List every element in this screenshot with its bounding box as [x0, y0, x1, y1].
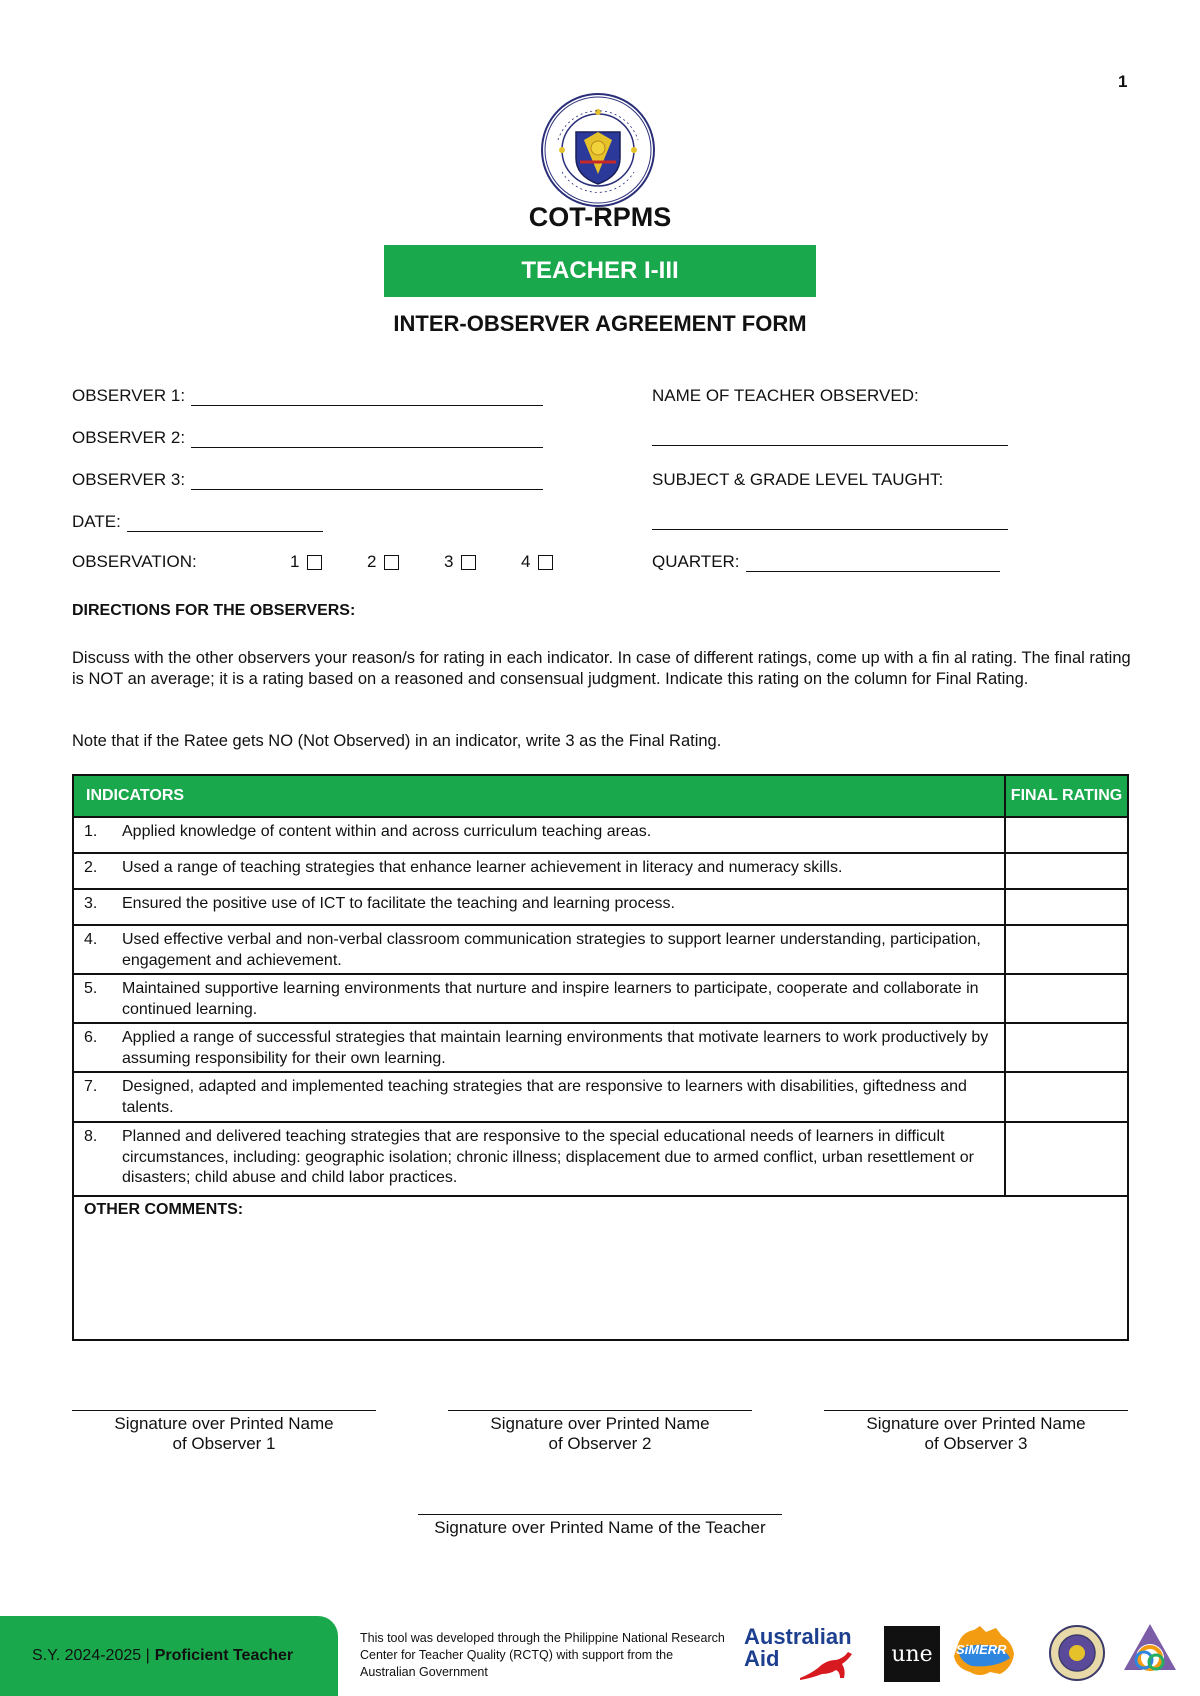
quarter-input-line[interactable]	[746, 554, 1000, 572]
directions-title: DIRECTIONS FOR THE OBSERVERS:	[72, 602, 356, 619]
signature-caption-line2: of Observer 3	[924, 1434, 1028, 1453]
indicator-text: Used effective verbal and non-verbal classroom communication strategies to support learner understanding, participation, engagement and achievement.	[122, 931, 981, 969]
indicator-number: 1.	[84, 823, 98, 840]
footer-school-year-tag	[0, 1616, 338, 1696]
option-label: 2	[367, 552, 377, 571]
indicator-text: Applied knowledge of content within and across curriculum teaching areas.	[122, 823, 652, 840]
final-rating-cell[interactable]	[1005, 853, 1128, 889]
quarter-field	[652, 552, 1000, 572]
footer-note: This tool was developed through the Philippine National Research Center for Teacher Quality (RCTQ) with support from the Australian Government	[360, 1631, 725, 1679]
option-label: 4	[521, 552, 531, 571]
signature-line[interactable]	[72, 1410, 376, 1411]
une-logo	[884, 1626, 940, 1682]
form-title: INTER-OBSERVER AGREEMENT FORM	[393, 311, 807, 336]
other-comments-label: OTHER COMMENTS:	[84, 1201, 244, 1218]
table-row	[73, 1072, 1128, 1122]
indicators-header: INDICATORS	[73, 775, 1005, 817]
observer2-field	[72, 428, 543, 448]
final-rating-cell[interactable]	[1005, 1122, 1128, 1196]
university-seal-logo	[1048, 1624, 1106, 1682]
comments-row	[73, 1196, 1128, 1340]
date-label: DATE:	[72, 512, 121, 531]
observer3-field	[72, 470, 543, 490]
directions-note: Note that if the Ratee gets NO (Not Observed) in an indicator, write 3 as the Final Rating.	[72, 732, 722, 750]
table-row	[73, 925, 1128, 974]
option-label: 3	[444, 552, 454, 571]
indicator-number: 6.	[84, 1029, 98, 1046]
option-label: 1	[290, 552, 300, 571]
table-row	[73, 974, 1128, 1023]
observer3-input-line[interactable]	[191, 472, 543, 490]
teacher-signature	[418, 1514, 782, 1538]
australian-aid-logo	[744, 1626, 864, 1682]
observer1-field	[72, 386, 543, 406]
teacher-level-banner: TEACHER I-III	[384, 245, 816, 297]
subject-grade-label: SUBJECT & GRADE LEVEL TAUGHT:	[652, 470, 944, 489]
observer2-signature	[448, 1410, 752, 1454]
indicator-text: Designed, adapted and implemented teaching strategies that are responsive to learners with disabilities, giftedness and talents.	[122, 1078, 967, 1116]
indicator-number: 8.	[84, 1128, 98, 1145]
teacher-observed-field	[652, 386, 919, 406]
observer1-label: OBSERVER 1:	[72, 386, 186, 405]
indicator-text: Maintained supportive learning environments that nurture and inspire learners to participate, cooperate and collaborate in continued learning.	[122, 980, 979, 1018]
checkbox-icon[interactable]	[461, 555, 476, 570]
signature-caption: Signature over Printed Name of the Teacher	[434, 1518, 766, 1537]
teacher-observed-label: NAME OF TEACHER OBSERVED:	[652, 386, 919, 405]
indicator-text: Planned and delivered teaching strategies that are responsive to the special educational needs of learners in difficult circumstances, including: geographic isolation; chronic illness; displacement due to armed conflict, urban resettlement or disasters; child abuse and child labor practices.	[122, 1128, 974, 1186]
signature-caption-line1: Signature over Printed Name	[866, 1414, 1086, 1433]
final-rating-cell[interactable]	[1005, 925, 1128, 974]
checkbox-icon[interactable]	[538, 555, 553, 570]
observation-option-3[interactable]	[444, 552, 476, 572]
page-number: 1	[1118, 72, 1128, 91]
date-field	[72, 512, 323, 532]
form-code: COT-RPMS	[528, 202, 672, 232]
school-year-text: S.Y. 2024-2025 |	[32, 1647, 150, 1664]
indicator-text: Applied a range of successful strategies that maintain learning environments that motivate learners to work productively by assuming responsibility for their own learning.	[122, 1029, 989, 1067]
observation-option-1[interactable]	[290, 552, 322, 572]
indicator-number: 3.	[84, 895, 98, 912]
observer1-input-line[interactable]	[191, 388, 543, 406]
directions-text: Discuss with the other observers your reason/s for rating in each indicator. In case of different ratings, come up with a fin al rating. The final rating is NOT an average; it is a rating based on a reasoned and consensual judgment. Indicate this rating on the column for Final Rating.	[72, 649, 1131, 688]
signature-caption-line1: Signature over Printed Name	[490, 1414, 710, 1433]
final-rating-cell[interactable]	[1005, 1023, 1128, 1072]
signature-line[interactable]	[448, 1410, 752, 1411]
indicator-number: 4.	[84, 931, 98, 948]
indicator-text: Ensured the positive use of ICT to facilitate the teaching and learning process.	[122, 895, 675, 912]
simerr-logo-text: SiMERR	[956, 1642, 1007, 1657]
final-rating-header: FINAL RATING	[1005, 775, 1128, 817]
subject-grade-input-line[interactable]	[652, 512, 1008, 530]
indicator-text: Used a range of teaching strategies that enhance learner achievement in literacy and numeracy skills.	[122, 859, 843, 876]
table-row	[73, 853, 1128, 889]
date-input-line[interactable]	[127, 514, 323, 532]
checkbox-icon[interactable]	[384, 555, 399, 570]
other-comments-box[interactable]	[73, 1196, 1128, 1340]
observation-field	[72, 552, 197, 572]
quarter-label: QUARTER:	[652, 552, 740, 571]
observation-label: OBSERVATION:	[72, 552, 197, 571]
deped-seal-logo	[540, 92, 656, 208]
table-header-row	[73, 775, 1128, 817]
table-row	[73, 1122, 1128, 1196]
final-rating-cell[interactable]	[1005, 974, 1128, 1023]
observation-option-2[interactable]	[367, 552, 399, 572]
observer3-label: OBSERVER 3:	[72, 470, 186, 489]
observer1-signature	[72, 1410, 376, 1454]
final-rating-cell[interactable]	[1005, 889, 1128, 925]
final-rating-cell[interactable]	[1005, 817, 1128, 853]
table-row	[73, 1023, 1128, 1072]
australian-aid-line1: Australian	[744, 1624, 852, 1649]
teacher-observed-input-line[interactable]	[652, 428, 1008, 446]
une-logo-text: une	[891, 1641, 933, 1667]
table-row	[73, 889, 1128, 925]
australian-aid-line2: Aid	[744, 1646, 780, 1671]
indicator-number: 5.	[84, 980, 98, 997]
indicator-number: 7.	[84, 1078, 98, 1095]
table-row	[73, 817, 1128, 853]
checkbox-icon[interactable]	[307, 555, 322, 570]
observer2-label: OBSERVER 2:	[72, 428, 186, 447]
indicator-number: 2.	[84, 859, 98, 876]
signature-line[interactable]	[824, 1410, 1128, 1411]
signature-caption-line2: of Observer 2	[548, 1434, 652, 1453]
observer2-input-line[interactable]	[191, 430, 543, 448]
signature-caption-line2: of Observer 1	[172, 1434, 276, 1453]
signature-caption-line1: Signature over Printed Name	[114, 1414, 334, 1433]
subject-grade-field	[652, 470, 943, 490]
kangaroo-icon	[796, 1648, 856, 1682]
final-rating-cell[interactable]	[1005, 1072, 1128, 1122]
signature-line[interactable]	[418, 1514, 782, 1515]
rctq-logo	[1120, 1620, 1180, 1682]
observation-option-4[interactable]	[521, 552, 553, 572]
proficient-teacher-text: Proficient Teacher	[154, 1647, 294, 1664]
observer3-signature	[824, 1410, 1128, 1454]
indicators-table	[72, 774, 1129, 1341]
